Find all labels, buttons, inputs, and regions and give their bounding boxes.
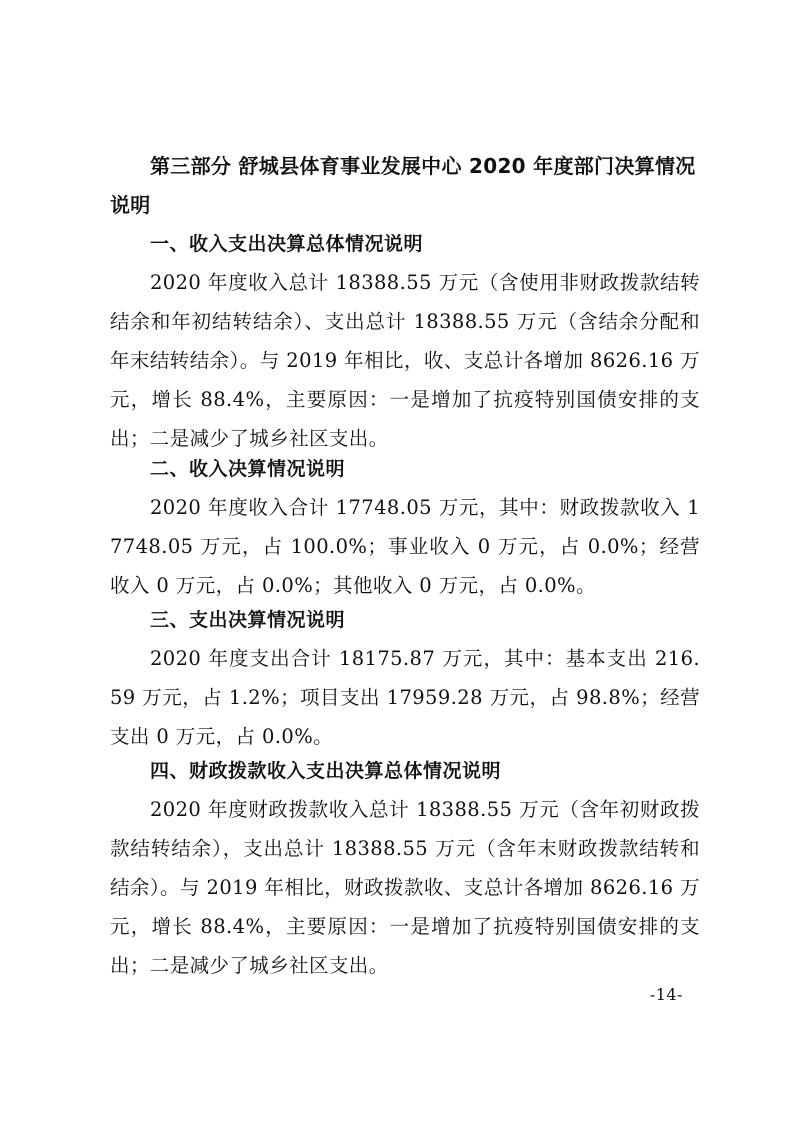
- section-3-heading: 三、支出决算情况说明: [150, 609, 346, 631]
- section-2: [110, 450, 700, 605]
- document-title: 第三部分 舒城县体育事业发展中心 2020 年度部门决算情况说明: [110, 154, 696, 217]
- section-1-heading: 一、收入支出决算总体情况说明: [150, 233, 424, 255]
- section-2-body: 2020 年度收入合计 17748.05 万元，其中：财政拨款收入 17748.05 万元，占 100.0%；事业收入 0 万元，占 0.0%；经营收入 0 万元，占 0.0%；其他收入 0 万元，占 0.0%。: [110, 496, 700, 597]
- section-3-body: 2020 年度支出合计 18175.87 万元，其中：基本支出 216.59 万元，占 1.2%；项目支出 17959.28 万元，占 98.8%；经营支出 0 万元，占 0.0%。: [110, 647, 700, 748]
- section-1: [110, 225, 700, 458]
- section-4-body: 2020 年度财政拨款收入总计 18388.55 万元（含年初财政拨款结转结余），支出总计 18388.55 万元（含年末财政拨款结转和结余）。与 2019 年相比，财政拨款收、支总计各增加 8626.16 万元，增长 88.4%，主要原因：一是增加了抗疫特别国债安排的支出；二是减少了城乡社区支出。: [110, 798, 700, 977]
- section-2-heading: 二、收入决算情况说明: [150, 458, 346, 480]
- section-4: [110, 752, 700, 985]
- section-3: [110, 601, 700, 756]
- section-4-heading: 四、财政拨款收入支出决算总体情况说明: [150, 760, 502, 782]
- page-number: -14-: [649, 985, 683, 1004]
- section-1-body: 2020 年度收入总计 18388.55 万元（含使用非财政拨款结转结余和年初结转结余）、支出总计 18388.55 万元（含结余分配和年末结转结余）。与 2019 年相比，收、支总计各增加 8626.16 万元，增长 88.4%，主要原因：一是增加了抗疫特别国债安排的支出；二是减少了城乡社区支出。: [110, 271, 700, 450]
